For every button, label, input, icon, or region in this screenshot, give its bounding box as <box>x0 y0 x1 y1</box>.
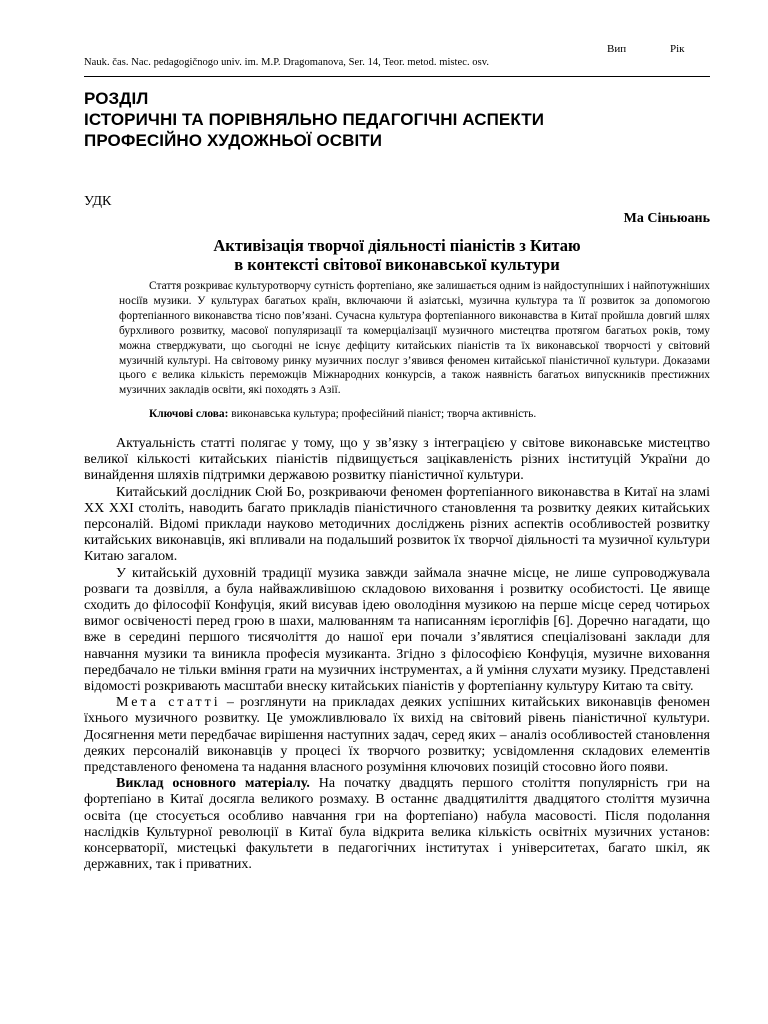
section-heading-line1: РОЗДІЛ <box>84 89 149 108</box>
keywords <box>119 407 710 422</box>
author-name: Ма Сіньюань <box>623 211 710 226</box>
issue-label: Вип <box>607 43 627 55</box>
section-heading <box>84 88 710 151</box>
article-title-line1: Активізація творчої діяльності піаністів з Китаю <box>213 236 581 255</box>
main-material-label: Виклад основного матеріалу. <box>116 776 310 792</box>
article-title <box>84 236 710 274</box>
main-material-text: На початку двадцять першого століття популярність гри на фортепіано в Китаї досягла великого розмаху. В останнє двадцятиліття двадцятого століття музична освіта (це стосується особливо навчання гри на фортепіано) набула масовості. Після подолання наслідків Культурної революції в Китаї була відкрита велика кількість освітніх музичних установ: консерваторії, мистецькі факультети в педагогічних інститутах і університетах, багато шкіл, як державних, так і приватних. <box>84 776 710 873</box>
paragraph-xu-bo: Китайський дослідник Сюй Бо, розкриваючи феномен фортепіанного виконавства в Китаї на зламі XX XXI століть, наводить багато прикладів піаністичного становлення та розвитку деяких китайських персоналій. Відомі приклади науково методичних досліджень різних аспектів особливостей розвитку китайських виконавців, які впливали на подальший розвиток їх творчої діяльності та музичної культури Китаю загалом. <box>84 484 710 565</box>
paragraph-main-material <box>84 776 710 873</box>
aim-text: – розглянути на прикладах деяких успішних китайських виконавців феномен їхнього музичного розвитку. Це уможливлювало їх вихід на світовий рівень піаністичної культури. Досягнення мети передбачає вирішення наступних задач, серед яких – аналіз особливостей становлення деяких персоналій виконавців у процесі їх творчого розвитку; усвідомлення складових елементів представленого феномена та надання власного розуміння ключових позицій стосовно його появи. <box>84 695 710 776</box>
journal-citation: Nauk. čas. Nac. pedagogičnogo univ. im. M.P. Dragomanova, Ser. 14, Teor. metod. mistec. osv. <box>84 57 490 68</box>
keywords-text: виконавська культура; професійний піаніст; творча активність. <box>228 408 537 420</box>
udk-label: УДК <box>84 194 112 209</box>
section-heading-line3: ПРОФЕСІЙНО ХУДОЖНЬОЇ ОСВІТИ <box>84 131 383 150</box>
keywords-label: Ключові слова: <box>149 408 229 420</box>
paragraph-relevance: Актуальність статті полягає у тому, що у зв’язку з інтеграцією у світове виконавське мистецтво великої кількості китайських піаністів підвищується зацікавленість різних інституцій України до винайдення шляхів підтримки державою розвитку піаністичної культури. <box>84 436 710 484</box>
header-rule <box>84 76 710 77</box>
year-label: Рік <box>670 43 685 55</box>
section-heading-line2: ІСТОРИЧНІ ТА ПОРІВНЯЛЬНО ПЕДАГОГІЧНІ АСПЕКТИ <box>84 110 545 129</box>
paragraph-aim <box>84 695 710 776</box>
paragraph-tradition: У китайській духовній традиції музика завжди займала значне місце, не лише супроводжувала розваги та дозвілля, а була найважливішою складовою виховання і розвитку особистості. Це явище сходить до філософії Конфуція, який висував ідею оволодіння музикою на перше місце серед чотирьох вимог освіченості перед грою в шахи, малюванням та написанням ієрогліфів [6]. Доречно нагадати, що вже в середині першого тисячоліття до нашої ери почали з’являтися спеціалізовані заклади для навчання музики та виникла професія музиканта. Згідно з філософією Конфуція, музичне виховання передбачало не тільки вміння грати на музичних інструментах, а й уміння слухати музику. Представлені відомості розкривають масштаби внеску китайських піаністів у фортепіанну культуру Китаю та світу. <box>84 565 710 695</box>
aim-label: Мета статті <box>116 695 221 711</box>
article-body <box>84 436 710 873</box>
abstract: Стаття розкриває культуротворчу сутність фортепіано, яке залишається одним із найдоступніших і найпотужніших носіїв музики. У культурах багатьох країн, включаючи й азіатські, музична культура та її розвиток за допомогою фортепіанного виконавства тісно пов’язані. Сучасна культура фортепіанного виконавства в Китаї пройшла довгий шлях бурхливого розвитку, масової популяризації та комерціалізації музичного мистецтва протягом багатьох років, тому можна стверджувати, що сьогодні не існує дефіциту китайських піаністів та їх виконавської творчості у світовий музичній культурі. На світовому ринку музичних послуг з’явився феномен китайської піаністичної культури. Доказами цього є велика кількість переможців Міжнародних конкурсів, а також наявність багатьох випускників престижних музичних закладів освіти, які походять з Азії. <box>119 280 710 397</box>
article-title-line2: в контексті світової виконавської культури <box>234 255 560 274</box>
